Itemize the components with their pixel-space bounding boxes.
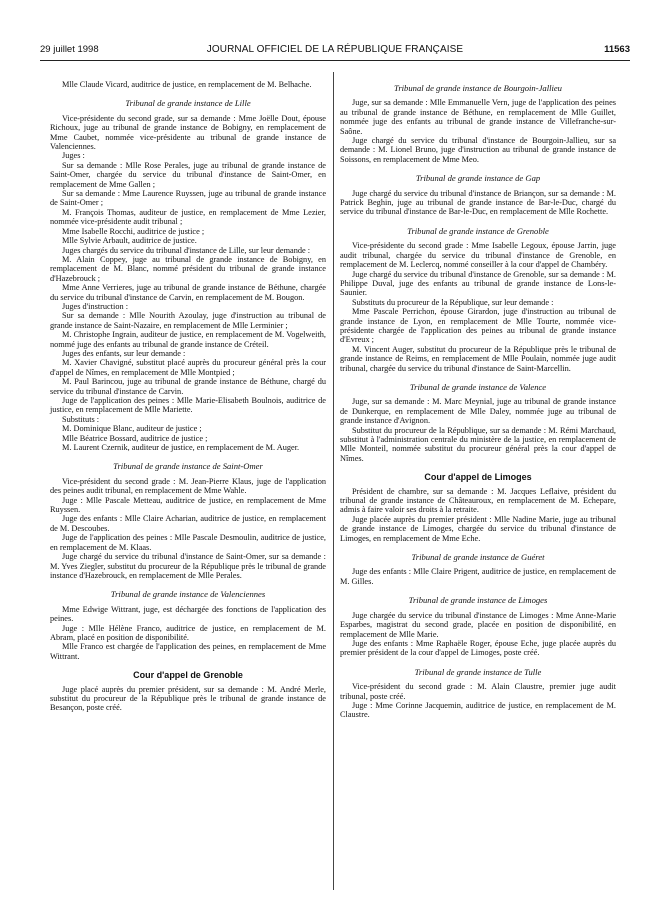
paragraph: Juge : Mlle Hélène Franco, auditrice de justice, en remplacement de M. Abram, placé en position de disponibilité. bbox=[50, 623, 326, 642]
page-number: 11563 bbox=[604, 44, 630, 55]
paragraph: Juge de l'application des peines : Mlle Pascale Desmoulin, auditrice de justice, en remplacement de M. Klaas. bbox=[50, 533, 326, 552]
section-heading: Cour d'appel de Limoges bbox=[424, 472, 532, 483]
paragraph: Vice-président du second grade : M. Alain Claustre, premier juge audit tribunal, poste créé. bbox=[340, 682, 616, 701]
paragraph: Juge des enfants : Mlle Claire Prigent, auditrice de justice, en remplacement de M. Gilles. bbox=[340, 567, 616, 586]
paragraph: Sur sa demande : Mme Laurence Ruyssen, juge au tribunal de grande instance de Saint-Omer ; bbox=[50, 189, 326, 208]
section-heading: Tribunal de grande instance de Bourgoin-Jallieu bbox=[394, 83, 562, 93]
paragraph: Juges d'instruction : bbox=[62, 301, 129, 311]
section-heading: Tribunal de grande instance de Limoges bbox=[408, 595, 548, 606]
paragraph: M. Laurent Czernik, auditeur de justice, en remplacement de M. Auger. bbox=[62, 443, 300, 453]
page-header bbox=[40, 44, 630, 58]
paragraph: Mme Pascale Perrichon, épouse Girardon, juge d'instruction au tribunal de grande instance de Lyon, en remplacement de Mlle Tourte, nommée vice-présidente chargée de l'application des peines au tribunal de grande instance d'Evreux ; bbox=[340, 307, 616, 345]
paragraph: Vice-présidente du second grade : Mme Isabelle Legoux, épouse Jarrin, juge audit tribunal, chargée du service du tribunal d'instance de Grenoble, en remplacement de M. Leclercq, nommé conseiller à la cour d'appel de Chambéry. bbox=[340, 241, 616, 270]
paragraph: Mlle Claude Vicard, auditrice de justice, en remplacement de M. Belhache. bbox=[62, 80, 312, 89]
paragraph: Juges des enfants, sur leur demande : bbox=[62, 348, 186, 358]
paragraph: M. Christophe Ingrain, auditeur de justice, en remplacement de M. Vogelweith, nommé juge des enfants au tribunal de grande instance de Créteil. bbox=[50, 330, 326, 349]
paragraph: Juge chargé du service du tribunal d'instance de Briançon, sur sa demande : M. Patrick Beghin, juge au tribunal de grande instance de Bar-le-Duc, chargé du service du tribunal d'instance de Bar-le-Duc, en remplacement de Mlle Rochette. bbox=[340, 188, 616, 217]
journal-title: JOURNAL OFFICIEL DE LA RÉPUBLIQUE FRANÇAISE bbox=[206, 44, 464, 55]
paragraph: Juge : Mlle Pascale Metteau, auditrice de justice, en remplacement de Mme Ruyssen. bbox=[50, 495, 326, 515]
paragraph: M. François Thomas, auditeur de justice, en remplacement de Mme Lezier, nommée vice-présidente audit tribunal ; bbox=[50, 207, 326, 227]
section-heading: Tribunal de grande instance de Grenoble bbox=[407, 225, 549, 236]
section-heading: Tribunal de grande instance de Guéret bbox=[411, 552, 545, 563]
section-heading: Tribunal de grande instance de Valenciennes bbox=[110, 589, 266, 600]
paragraph: Juge chargé du service du tribunal d'instance de Grenoble, sur sa demande : M. Philippe Duval, juge des enfants au tribunal de grande instance de Lons-le-Saunier. bbox=[340, 269, 616, 298]
paragraph: Juge chargé du service du tribunal d'instance de Saint-Omer, sur sa demande : M. Yves Ziegler, substitut du procureur de la République près le tribunal de grande instance d'Hazebrouck, en remplacement de Mlle Perales. bbox=[50, 552, 326, 580]
paragraph: Président de chambre, sur sa demande : M. Jacques Leflaive, président du tribunal de grande instance de Châteauroux, en remplacement de M. Echepare, admis à faire valoir ses droits à la retraite. bbox=[340, 486, 616, 515]
issue-date: 29 juillet 1998 bbox=[40, 44, 99, 55]
paragraph: Juge des enfants : Mlle Claire Acharian, auditrice de justice, en remplacement de M. Descoubes. bbox=[50, 514, 326, 533]
paragraph: M. Dominique Blanc, auditeur de justice ; bbox=[62, 424, 202, 434]
paragraph: Mlle Sylvie Arbault, auditrice de justice. bbox=[62, 236, 197, 246]
right-column bbox=[340, 84, 616, 720]
left-column bbox=[50, 80, 326, 713]
paragraph: Juges : bbox=[62, 151, 85, 161]
paragraph: M. Paul Barincou, juge au tribunal de grande instance de Béthune, chargé du service du tribunal d'instance de Carvin. bbox=[50, 377, 326, 396]
paragraph: Mlle Béatrice Bossard, auditrice de justice ; bbox=[62, 433, 208, 443]
paragraph: Mme Edwige Wittrant, juge, est déchargée des fonctions de l'application des peines. bbox=[50, 604, 326, 624]
paragraph: M. Xavier Chavigné, substitut placé auprès du procureur général près la cour d'appel de Nîmes, en remplacement de Mlle Montpied ; bbox=[50, 358, 326, 377]
paragraph: Juge placé auprès du premier président, sur sa demande : M. André Merle, substitut du procureur de la République près le tribunal de grande instance de Besançon, poste créé. bbox=[50, 684, 326, 713]
paragraph: Juge, sur sa demande : M. Marc Meynial, juge au tribunal de grande instance de Dunkerque, en remplacement de Mlle Daley, nommée juge au tribunal de grande instance d'Avignon. bbox=[340, 397, 616, 426]
section-heading: Tribunal de grande instance de Valence bbox=[409, 381, 547, 392]
paragraph: Mlle Franco est chargée de l'application des peines, en remplacement de Mme Wittrant. bbox=[50, 642, 326, 661]
paragraph: M. Alain Coppey, juge au tribunal de grande instance de Bobigny, en remplacement de M. Blanc, nommé président du tribunal de grande instance d'Hazebrouck ; bbox=[50, 254, 326, 283]
paragraph: Sur sa demande : Mlle Rose Perales, juge au tribunal de grande instance de Saint-Omer, chargée du service du tribunal d'instance de Saint-Omer, en remplacement de Mme Gallen ; bbox=[50, 160, 326, 189]
section-heading: Cour d'appel de Grenoble bbox=[133, 670, 243, 681]
paragraph: Vice-président du second grade : M. Jean-Pierre Klaus, juge de l'application des peines audit tribunal, en remplacement de Mme Wahle. bbox=[50, 476, 326, 496]
paragraph: Juge des enfants : Mme Raphaële Roger, épouse Eche, juge placée auprès du premier président de la cour d'appel de Limoges, poste créé. bbox=[340, 638, 616, 658]
section-heading: Tribunal de grande instance de Tulle bbox=[414, 666, 542, 677]
header-rule bbox=[40, 60, 630, 61]
paragraph: Juge : Mme Corinne Jacquemin, auditrice de justice, en remplacement de M. Claustre. bbox=[340, 700, 616, 720]
paragraph: Juge placée auprès du premier président : Mlle Nadine Marie, juge au tribunal de grande instance de Limoges, chargée du service du tribunal d'instance de Limoges, en remplacement de Mme Eche. bbox=[340, 514, 616, 543]
paragraph: Sur sa demande : Mlle Nourith Azoulay, juge d'instruction au tribunal de grande instance de Saint-Nazaire, en remplacement de Mlle Lerminier ; bbox=[50, 311, 326, 330]
paragraph: Juge de l'application des peines : Mlle Marie-Elisabeth Boulnois, auditrice de justice, en remplacement de Mlle Mariette. bbox=[50, 396, 326, 415]
paragraph: Juge chargé du service du tribunal d'instance de Bourgoin-Jallieu, sur sa demande : M. Lionel Bruno, juge d'instruction au tribunal de grande instance de Soissons, en remplacement de Mme Meo. bbox=[340, 136, 616, 164]
paragraph: Juges chargés du service du tribunal d'instance de Lille, sur leur demande : bbox=[62, 245, 311, 255]
paragraph: Vice-présidente du second grade, sur sa demande : Mme Joëlle Dout, épouse Richoux, juge au tribunal de grande instance de Bobigny, en remplacement de Mme Caubet, nommée vice-présidente au tribunal de grande instance de Valenciennes. bbox=[50, 113, 326, 152]
paragraph: Juge chargée du service du tribunal d'instance de Limoges : Mme Anne-Marie Esparbes, magistrat du second grade, placée en position de disponibilité, en remplacement de Mlle Marie. bbox=[340, 610, 616, 639]
paragraph: Substituts du procureur de la République, sur leur demande : bbox=[352, 297, 554, 307]
section-heading: Tribunal de grande instance de Gap bbox=[415, 173, 541, 184]
column-divider bbox=[333, 72, 334, 890]
paragraph: Substitut du procureur de la République, sur sa demande : M. Rémi Marchaud, substitut à l'administration centrale du ministère de la justice, en remplacement de Mlle Monteil, nommée substitut du procureur général près la cour d'appel de Nîmes. bbox=[340, 425, 616, 463]
section-heading: Tribunal de grande instance de Lille bbox=[125, 98, 251, 109]
paragraph: Juge, sur sa demande : Mlle Emmanuelle Vern, juge de l'application des peines au tribunal de grande instance de Béthune, en remplacement de Mlle Guillet, nommée juge des enfants au tribunal de grande instance de Villefranche-sur-Saône. bbox=[340, 98, 616, 136]
paragraph: Mme Anne Verrieres, juge au tribunal de grande instance de Béthune, chargée du service du tribunal d'instance de Carvin, en remplacement de M. Bougon. bbox=[50, 283, 326, 302]
paragraph: Mme Isabelle Rocchi, auditrice de justice ; bbox=[62, 226, 205, 236]
paragraph: M. Vincent Auger, substitut du procureur de la République près le tribunal de grande instance de Reims, en remplacement de Mlle Poulain, nommée juge audit tribunal, chargée du service du tribunal d'instance de Saint-Marcellin. bbox=[340, 344, 616, 373]
section-heading: Tribunal de grande instance de Saint-Omer bbox=[113, 461, 263, 472]
paragraph: Substituts : bbox=[62, 414, 100, 424]
